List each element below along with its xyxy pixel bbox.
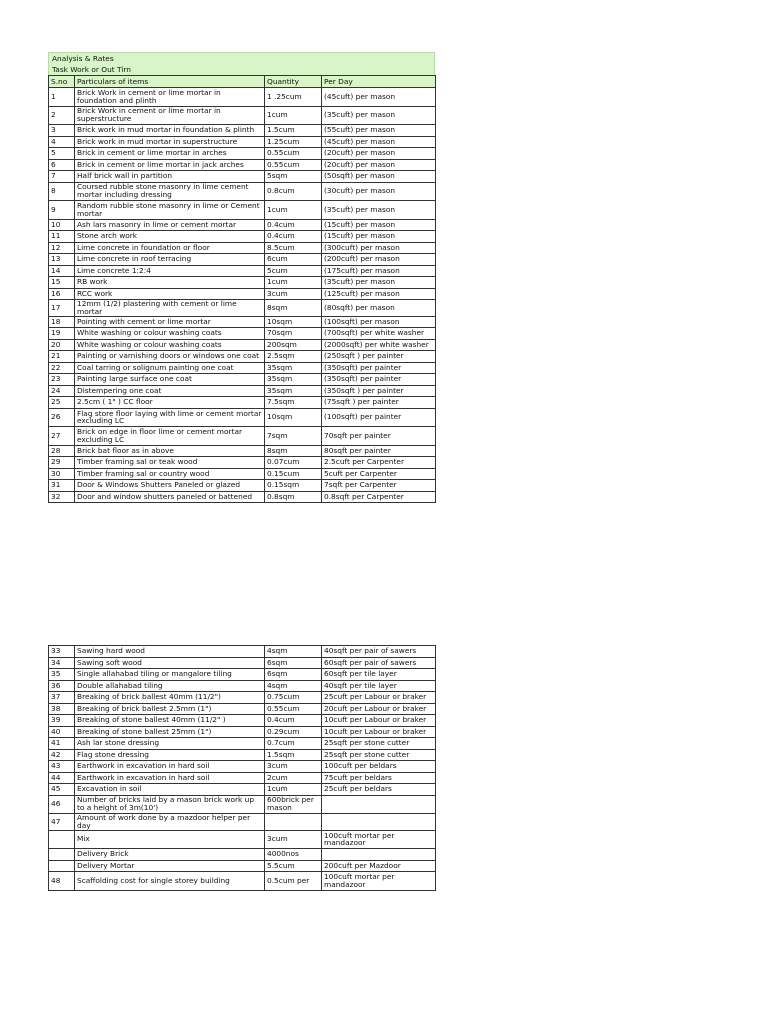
cell-particulars: Lime concrete in roof terracing bbox=[75, 254, 265, 266]
table-row bbox=[49, 427, 436, 446]
cell-quantity: 0.7cum bbox=[265, 738, 322, 750]
cell-particulars: Breaking of stone ballest 40mm (11/2" ) bbox=[75, 715, 265, 727]
cell-particulars: Delivery Brick bbox=[75, 849, 265, 861]
cell-quantity: 0.55cum bbox=[265, 159, 322, 171]
cell-sno: 17 bbox=[49, 300, 75, 317]
cell-per-day: 2.5cuft per Carpenter bbox=[322, 457, 436, 469]
table-row bbox=[49, 646, 436, 658]
cell-particulars: Door and window shutters paneled or battened bbox=[75, 491, 265, 503]
sheet-title: Analysis & Rates bbox=[52, 53, 114, 63]
cell-quantity: 6sqm bbox=[265, 657, 322, 669]
cell-per-day: 25cuft per Labour or braker bbox=[322, 692, 436, 704]
table-row bbox=[49, 182, 436, 201]
table-row bbox=[49, 480, 436, 492]
cell-per-day bbox=[322, 795, 436, 814]
table-row bbox=[49, 814, 436, 831]
cell-quantity: 4sqm bbox=[265, 680, 322, 692]
cell-sno: 21 bbox=[49, 351, 75, 363]
table-row bbox=[49, 657, 436, 669]
cell-quantity: 35sqm bbox=[265, 374, 322, 386]
cell-quantity: 1cum bbox=[265, 201, 322, 220]
rates-table-1 bbox=[48, 75, 436, 503]
table-row bbox=[49, 457, 436, 469]
cell-sno: 13 bbox=[49, 254, 75, 266]
cell-particulars: Single allahabad tiling or mangalore tiling bbox=[75, 669, 265, 681]
cell-per-day: 40sqft per tile layer bbox=[322, 680, 436, 692]
cell-quantity: 5sqm bbox=[265, 171, 322, 183]
table-row bbox=[49, 726, 436, 738]
cell-particulars: Brick in cement or lime mortar in jack arches bbox=[75, 159, 265, 171]
table-row bbox=[49, 351, 436, 363]
cell-particulars: Flag stone dressing bbox=[75, 749, 265, 761]
cell-sno: 38 bbox=[49, 703, 75, 715]
cell-sno bbox=[49, 830, 75, 849]
table-row bbox=[49, 830, 436, 849]
cell-quantity: 5cum bbox=[265, 265, 322, 277]
cell-per-day: 5cuft per Carpenter bbox=[322, 468, 436, 480]
cell-quantity: 0.4cum bbox=[265, 231, 322, 243]
rates-sheet-part-1 bbox=[48, 52, 435, 503]
cell-per-day: (50sqft) per mason bbox=[322, 171, 436, 183]
cell-particulars: White washing or colour washing coats bbox=[75, 328, 265, 340]
table-row bbox=[49, 339, 436, 351]
table-row bbox=[49, 219, 436, 231]
cell-quantity: 10sqm bbox=[265, 408, 322, 427]
cell-quantity: 7sqm bbox=[265, 427, 322, 446]
table-row bbox=[49, 692, 436, 704]
cell-per-day: (15cuft) per mason bbox=[322, 219, 436, 231]
cell-per-day: (350sqft) per painter bbox=[322, 374, 436, 386]
cell-per-day: 7sqft per Carpenter bbox=[322, 480, 436, 492]
cell-particulars: Earthwork in excavation in hard soil bbox=[75, 761, 265, 773]
cell-sno: 14 bbox=[49, 265, 75, 277]
header-sno: S.no bbox=[49, 76, 75, 88]
cell-particulars: Flag store floor laying with lime or cement mortar excluding LC bbox=[75, 408, 265, 427]
cell-particulars: Distempering one coat bbox=[75, 385, 265, 397]
header-per-day: Per Day bbox=[322, 76, 436, 88]
rates-table-2 bbox=[48, 645, 436, 891]
cell-sno bbox=[49, 849, 75, 861]
sheet-subtitle: Task Work or Out Tirn bbox=[52, 64, 131, 74]
cell-per-day: (100sqft) per mason bbox=[322, 316, 436, 328]
cell-per-day: (75sqft ) per painter bbox=[322, 397, 436, 409]
cell-per-day: 25sqft per stone cutter bbox=[322, 749, 436, 761]
cell-particulars: Coursed rubble stone masonry in lime cement mortar including dressing bbox=[75, 182, 265, 201]
cell-quantity: 0.75cum bbox=[265, 692, 322, 704]
cell-sno: 43 bbox=[49, 761, 75, 773]
cell-sno: 45 bbox=[49, 784, 75, 796]
cell-sno: 34 bbox=[49, 657, 75, 669]
cell-particulars: Delivery Mortar bbox=[75, 860, 265, 872]
cell-sno: 1 bbox=[49, 88, 75, 107]
cell-particulars: Door & Windows Shutters Paneled or glazed bbox=[75, 480, 265, 492]
cell-per-day: 60sqft per tile layer bbox=[322, 669, 436, 681]
cell-particulars: Breaking of stone ballest 25mm (1") bbox=[75, 726, 265, 738]
cell-per-day: (15cuft) per mason bbox=[322, 231, 436, 243]
table-row bbox=[49, 772, 436, 784]
table-row bbox=[49, 738, 436, 750]
cell-particulars: Breaking of brick ballest 2.5mm (1") bbox=[75, 703, 265, 715]
cell-quantity: 2cum bbox=[265, 772, 322, 784]
cell-quantity: 7.5sqm bbox=[265, 397, 322, 409]
cell-quantity: 8sqm bbox=[265, 300, 322, 317]
cell-particulars: Brick work in mud mortar in foundation & plinth bbox=[75, 125, 265, 137]
cell-sno: 41 bbox=[49, 738, 75, 750]
cell-per-day: (80sqft) per mason bbox=[322, 300, 436, 317]
cell-particulars: Double allahabad tiling bbox=[75, 680, 265, 692]
cell-quantity: 8.5cum bbox=[265, 242, 322, 254]
table-header-row bbox=[49, 76, 436, 88]
cell-quantity: 35sqm bbox=[265, 362, 322, 374]
cell-sno: 6 bbox=[49, 159, 75, 171]
cell-quantity: 1 .25cum bbox=[265, 88, 322, 107]
table-row bbox=[49, 254, 436, 266]
cell-sno: 29 bbox=[49, 457, 75, 469]
table-row bbox=[49, 136, 436, 148]
cell-sno: 23 bbox=[49, 374, 75, 386]
table-row bbox=[49, 385, 436, 397]
cell-quantity: 1.5cum bbox=[265, 125, 322, 137]
cell-sno: 35 bbox=[49, 669, 75, 681]
cell-quantity: 1cum bbox=[265, 106, 322, 125]
cell-sno bbox=[49, 860, 75, 872]
table-row bbox=[49, 795, 436, 814]
cell-quantity: 6cum bbox=[265, 254, 322, 266]
cell-quantity: 200sqm bbox=[265, 339, 322, 351]
cell-sno: 32 bbox=[49, 491, 75, 503]
cell-sno: 16 bbox=[49, 288, 75, 300]
cell-per-day: 100cuft per beldars bbox=[322, 761, 436, 773]
table-row bbox=[49, 106, 436, 125]
cell-quantity: 3cum bbox=[265, 288, 322, 300]
cell-particulars: Sawing hard wood bbox=[75, 646, 265, 658]
cell-sno: 36 bbox=[49, 680, 75, 692]
cell-particulars: Breaking of brick ballest 40mm (11/2") bbox=[75, 692, 265, 704]
cell-quantity: 0.4cum bbox=[265, 715, 322, 727]
cell-quantity: 70sqm bbox=[265, 328, 322, 340]
cell-sno: 22 bbox=[49, 362, 75, 374]
cell-sno: 28 bbox=[49, 445, 75, 457]
cell-per-day: 70sqft per painter bbox=[322, 427, 436, 446]
cell-quantity: 0.15sqm bbox=[265, 480, 322, 492]
cell-sno: 26 bbox=[49, 408, 75, 427]
cell-quantity bbox=[265, 814, 322, 831]
cell-sno: 20 bbox=[49, 339, 75, 351]
cell-particulars: 12mm (1/2) plastering with cement or lime mortar bbox=[75, 300, 265, 317]
cell-particulars: RCC work bbox=[75, 288, 265, 300]
table-row bbox=[49, 148, 436, 160]
table-row bbox=[49, 201, 436, 220]
cell-particulars: Lime concrete 1:2:4 bbox=[75, 265, 265, 277]
cell-per-day: 100cuft mortar per mandazoor bbox=[322, 872, 436, 891]
cell-per-day: 80sqft per painter bbox=[322, 445, 436, 457]
cell-sno: 48 bbox=[49, 872, 75, 891]
cell-quantity: 1.25cum bbox=[265, 136, 322, 148]
cell-per-day: 75cuft per beldars bbox=[322, 772, 436, 784]
cell-sno: 37 bbox=[49, 692, 75, 704]
table-row bbox=[49, 715, 436, 727]
cell-sno: 40 bbox=[49, 726, 75, 738]
cell-quantity: 0.55cum bbox=[265, 703, 322, 715]
cell-quantity: 3cum bbox=[265, 830, 322, 849]
cell-per-day: (100sqft) per painter bbox=[322, 408, 436, 427]
cell-quantity: 0.8sqm bbox=[265, 491, 322, 503]
cell-per-day: (700sqft) per white washer bbox=[322, 328, 436, 340]
cell-quantity: 600brick per mason bbox=[265, 795, 322, 814]
table-row bbox=[49, 408, 436, 427]
cell-sno: 33 bbox=[49, 646, 75, 658]
cell-per-day: (200cuft) per mason bbox=[322, 254, 436, 266]
cell-per-day: (20cuft) per mason bbox=[322, 159, 436, 171]
cell-per-day: (55cuft) per mason bbox=[322, 125, 436, 137]
cell-quantity: 5.5cum bbox=[265, 860, 322, 872]
table-row bbox=[49, 397, 436, 409]
cell-particulars: Earthwork in excavation in hard soil bbox=[75, 772, 265, 784]
table-row bbox=[49, 125, 436, 137]
cell-per-day: (175cuft) per mason bbox=[322, 265, 436, 277]
cell-per-day: (45cuft) per mason bbox=[322, 136, 436, 148]
cell-particulars: Stone arch work bbox=[75, 231, 265, 243]
cell-per-day: 60sqft per pair of sawers bbox=[322, 657, 436, 669]
cell-quantity: 4000nos bbox=[265, 849, 322, 861]
cell-per-day: 0.8sqft per Carpenter bbox=[322, 491, 436, 503]
cell-per-day: (2000sqft) per white washer bbox=[322, 339, 436, 351]
cell-per-day: (35cuft) per mason bbox=[322, 201, 436, 220]
cell-per-day: 200cuft per Mazdoor bbox=[322, 860, 436, 872]
cell-sno: 39 bbox=[49, 715, 75, 727]
table-row bbox=[49, 88, 436, 107]
table-row bbox=[49, 288, 436, 300]
table-row bbox=[49, 761, 436, 773]
table-row bbox=[49, 231, 436, 243]
table-row bbox=[49, 277, 436, 289]
rates-sheet-part-2 bbox=[48, 645, 435, 891]
cell-particulars: Brick bat floor as in above bbox=[75, 445, 265, 457]
cell-sno: 18 bbox=[49, 316, 75, 328]
cell-particulars: Lime concrete in foundation or floor bbox=[75, 242, 265, 254]
cell-sno: 2 bbox=[49, 106, 75, 125]
cell-particulars: Painting or varnishing doors or windows one coat bbox=[75, 351, 265, 363]
table-row bbox=[49, 491, 436, 503]
table-row bbox=[49, 171, 436, 183]
cell-quantity: 0.8cum bbox=[265, 182, 322, 201]
table-row bbox=[49, 872, 436, 891]
table-row bbox=[49, 784, 436, 796]
cell-sno: 44 bbox=[49, 772, 75, 784]
cell-quantity: 0.4cum bbox=[265, 219, 322, 231]
table-row bbox=[49, 242, 436, 254]
cell-quantity: 0.15cum bbox=[265, 468, 322, 480]
cell-sno: 19 bbox=[49, 328, 75, 340]
cell-particulars: Pointing with cement or lime mortar bbox=[75, 316, 265, 328]
cell-quantity: 8sqm bbox=[265, 445, 322, 457]
cell-sno: 3 bbox=[49, 125, 75, 137]
table-row bbox=[49, 749, 436, 761]
cell-per-day bbox=[322, 814, 436, 831]
cell-quantity: 1cum bbox=[265, 277, 322, 289]
table-row bbox=[49, 328, 436, 340]
cell-sno: 8 bbox=[49, 182, 75, 201]
cell-per-day: (35cuft) per mason bbox=[322, 277, 436, 289]
table-row bbox=[49, 445, 436, 457]
cell-particulars: Coal tarring or solignum painting one coat bbox=[75, 362, 265, 374]
cell-per-day: (300cuft) per mason bbox=[322, 242, 436, 254]
table-row bbox=[49, 159, 436, 171]
cell-particulars: White washing or colour washing coats bbox=[75, 339, 265, 351]
cell-quantity: 0.07cum bbox=[265, 457, 322, 469]
title-band bbox=[48, 52, 435, 75]
table-row bbox=[49, 362, 436, 374]
table-row bbox=[49, 374, 436, 386]
cell-particulars: Number of bricks laid by a mason brick work up to a height of 3m(10') bbox=[75, 795, 265, 814]
cell-quantity: 1.5sqm bbox=[265, 749, 322, 761]
header-quantity: Quantity bbox=[265, 76, 322, 88]
cell-sno: 5 bbox=[49, 148, 75, 160]
cell-sno: 25 bbox=[49, 397, 75, 409]
cell-sno: 15 bbox=[49, 277, 75, 289]
cell-sno: 12 bbox=[49, 242, 75, 254]
cell-sno: 9 bbox=[49, 201, 75, 220]
table-row bbox=[49, 669, 436, 681]
cell-per-day: (30cuft) per mason bbox=[322, 182, 436, 201]
cell-sno: 11 bbox=[49, 231, 75, 243]
cell-quantity: 2.5sqm bbox=[265, 351, 322, 363]
cell-per-day: (350sqft) per painter bbox=[322, 362, 436, 374]
cell-per-day: (45cuft) per mason bbox=[322, 88, 436, 107]
cell-particulars: 2.5cm ( 1" ) CC floor bbox=[75, 397, 265, 409]
cell-sno: 31 bbox=[49, 480, 75, 492]
table-row bbox=[49, 300, 436, 317]
cell-per-day: 40sqft per pair of sawers bbox=[322, 646, 436, 658]
cell-per-day: (35cuft) per mason bbox=[322, 106, 436, 125]
cell-quantity: 4sqm bbox=[265, 646, 322, 658]
table-row bbox=[49, 468, 436, 480]
cell-sno: 10 bbox=[49, 219, 75, 231]
header-particulars: Particulars of items bbox=[75, 76, 265, 88]
cell-quantity: 3cum bbox=[265, 761, 322, 773]
cell-particulars: Timber framing sal or teak wood bbox=[75, 457, 265, 469]
cell-per-day: 20cuft per Labour or braker bbox=[322, 703, 436, 715]
cell-sno: 7 bbox=[49, 171, 75, 183]
cell-sno: 46 bbox=[49, 795, 75, 814]
cell-particulars: Sawing soft wood bbox=[75, 657, 265, 669]
cell-particulars: Mix bbox=[75, 830, 265, 849]
cell-per-day: 10cuft per Labour or braker bbox=[322, 726, 436, 738]
cell-particulars: Half brick wall in partition bbox=[75, 171, 265, 183]
cell-particulars: Brick on edge in floor lime or cement mortar excluding LC bbox=[75, 427, 265, 446]
table-row bbox=[49, 265, 436, 277]
cell-sno: 42 bbox=[49, 749, 75, 761]
cell-particulars: Ash lars masonry in lime or cement mortar bbox=[75, 219, 265, 231]
cell-per-day: (250sqft ) per painter bbox=[322, 351, 436, 363]
table-row bbox=[49, 860, 436, 872]
cell-quantity: 0.5cum per bbox=[265, 872, 322, 891]
cell-particulars: Scaffolding cost for single storey building bbox=[75, 872, 265, 891]
cell-per-day: (20cuft) per mason bbox=[322, 148, 436, 160]
cell-per-day bbox=[322, 849, 436, 861]
cell-particulars: Painting large surface one coat bbox=[75, 374, 265, 386]
cell-sno: 4 bbox=[49, 136, 75, 148]
table-row bbox=[49, 849, 436, 861]
cell-sno: 47 bbox=[49, 814, 75, 831]
cell-quantity: 1cum bbox=[265, 784, 322, 796]
cell-particulars: Ash lar stone dressing bbox=[75, 738, 265, 750]
cell-particulars: Timber framing sal or country wood bbox=[75, 468, 265, 480]
cell-per-day: (350sqft ) per painter bbox=[322, 385, 436, 397]
cell-quantity: 10sqm bbox=[265, 316, 322, 328]
cell-quantity: 6sqm bbox=[265, 669, 322, 681]
cell-particulars: Brick work in mud mortar in superstructure bbox=[75, 136, 265, 148]
table-row bbox=[49, 703, 436, 715]
table-row bbox=[49, 316, 436, 328]
cell-per-day: 25sqft per stone cutter bbox=[322, 738, 436, 750]
table-row bbox=[49, 680, 436, 692]
cell-particulars: Brick in cement or lime mortar in arches bbox=[75, 148, 265, 160]
cell-per-day: 10cuft per Labour or braker bbox=[322, 715, 436, 727]
cell-quantity: 35sqm bbox=[265, 385, 322, 397]
cell-particulars: Amount of work done by a mazdoor helper per day bbox=[75, 814, 265, 831]
cell-per-day: 25cuft per beldars bbox=[322, 784, 436, 796]
cell-sno: 27 bbox=[49, 427, 75, 446]
cell-particulars: Excavation in soil bbox=[75, 784, 265, 796]
cell-particulars: Brick Work in cement or lime mortar in superstructure bbox=[75, 106, 265, 125]
cell-sno: 24 bbox=[49, 385, 75, 397]
cell-particulars: RB work bbox=[75, 277, 265, 289]
cell-per-day: (125cuft) per mason bbox=[322, 288, 436, 300]
cell-particulars: Brick Work in cement or lime mortar in foundation and plinth bbox=[75, 88, 265, 107]
cell-sno: 30 bbox=[49, 468, 75, 480]
cell-quantity: 0.29cum bbox=[265, 726, 322, 738]
cell-quantity: 0.55cum bbox=[265, 148, 322, 160]
cell-particulars: Random rubble stone masonry in lime or Cement mortar bbox=[75, 201, 265, 220]
cell-per-day: 100cuft mortar per mandazoor bbox=[322, 830, 436, 849]
